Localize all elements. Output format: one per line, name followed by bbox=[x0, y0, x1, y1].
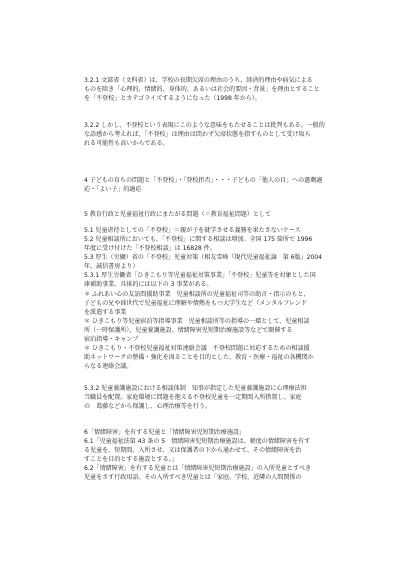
paragraph-4 bbox=[84, 176, 374, 194]
text-line: の 葛藤などから保護し、心理治療等を行う。 bbox=[84, 403, 211, 410]
list-item: 所（一時保護所）、児童養護施設、情緒障害児短期治療施設等などで開催する bbox=[84, 327, 293, 334]
text-line: 3.2.1 文部省（文科省）は、学校の長期欠席の理由のうち、経済的理由や病気による bbox=[84, 77, 313, 84]
text-line: 6.1「児童福祉法第 43 条の 5 情緒障害児短期治療施設は、軽度の情緒障害を有す bbox=[84, 438, 311, 445]
list-item: 宿泊指導・キャンプ bbox=[84, 336, 139, 343]
list-item: を派遣する事業 bbox=[84, 309, 127, 316]
text-line: 3.2.2 しかし、不登校という表現にこのような意味をもたせることは批判もある。一般的 bbox=[84, 122, 325, 129]
text-line: れる可能性も高いからである。 bbox=[84, 140, 169, 147]
list-item: ＊ ひきこもり・不登校児童福祉対策連絡会議 不登校問題に対応するための相談援 bbox=[84, 345, 310, 352]
text-line: 年度に受け付けた「不登校相談」は 16828 件。 bbox=[84, 245, 216, 252]
paragraph-3-2-2 bbox=[84, 121, 374, 148]
text-line: 6「情緒障害」を有する児童と「情緒障害児短期治療施設」 bbox=[84, 429, 245, 436]
text-line: 6.2「情緒障害」を有する児童とは「情緒障害児短期治療施設」の入所児童とすべき bbox=[84, 465, 311, 472]
text-line: 4 子どもの育ちの問題と「不登校」・「登校拒否」・・・子どもの「他人の目」への過剰適 bbox=[84, 177, 323, 184]
text-line: 5.3 厚生（労働）省の「不登校」児童対策（相友雪峰『現代児童福祉論 第 6版』2004 bbox=[84, 254, 322, 261]
text-line: 5.1 児童虐待としての「不登校」＝親が子を就学させる義務を果たさないケース bbox=[84, 227, 301, 234]
text-line: すことを目的とする施設とする。」 bbox=[84, 456, 178, 463]
list-item: らなる連絡会議。 bbox=[84, 363, 133, 370]
text-line: 5.3.2 児童養護施設における相談体制 知事が指定した児童養護施設に心理療法担 bbox=[84, 385, 307, 392]
text-line: 5.2 児童相談所においても、「不登校」に関する相談は増加。全国 175 箇所で 1996 bbox=[84, 236, 313, 243]
text-line: ものを除き「心理的、情緒的、身体的、あるいは社会的要因・背景」を理由とすること bbox=[84, 86, 320, 93]
bullet-list bbox=[84, 290, 374, 371]
list-item: ＊ ひきこもり等児童宿泊等指導事業 児童相談所等の指導の一環として、児童相談 bbox=[84, 318, 310, 325]
text-line: 5.3.1 厚生労働省「ひきこもり等児童福祉対策事業」「不登校」児童等を対象とした国 bbox=[84, 272, 316, 279]
text-line: る児童を、短期間、入所させ、又は保護者の下から通わせて、その情緒障害を治 bbox=[84, 447, 302, 454]
text-line: 5 教育行政と児童福祉行政にまたがる問題（＝教育福祉問題）として bbox=[84, 211, 272, 218]
paragraph-5-3-2 bbox=[84, 384, 374, 411]
text-line: 応・「よい子」的適応 bbox=[84, 186, 142, 193]
text-line: な語感から考えれば、「不登校」は理由は問わず欠席状態を指すものとして受け取ら bbox=[84, 131, 311, 138]
paragraph-6 bbox=[84, 428, 374, 482]
paragraph-5-1 bbox=[84, 226, 374, 289]
text-line: を「不登校」とカテゴライズするようになった（1998 年から）。 bbox=[84, 95, 261, 102]
text-line: 年、誠信書房より） bbox=[84, 263, 139, 270]
list-item: ＊ ふれあい心の友訪問援助事業 児童相談所の児童福祉司等の助言・指示のもと、 bbox=[84, 291, 310, 298]
paragraph-5 bbox=[84, 210, 374, 219]
paragraph-3-2-1 bbox=[84, 76, 374, 103]
list-item: 助ネットワークの整備・強化を図ることを目的とした、教育・医療・福祉の各機関か bbox=[84, 354, 314, 361]
text-line: 児童をさす行政用語。その入所すべき児童とは「家庭、学校、近隣の人間関係の bbox=[84, 474, 302, 481]
text-line: 当職員を配置。家庭環境に問題を抱える不登校児童を一定期間入所措置し、家庭 bbox=[84, 394, 302, 401]
list-item: 子どもの兄や姉世代で児童福祉に理解や情熱をもつ大学生など（メンタルフレンド bbox=[84, 300, 307, 307]
text-line: 庫補助事業。具体的には以下の 3 事業がある。 bbox=[84, 281, 213, 288]
